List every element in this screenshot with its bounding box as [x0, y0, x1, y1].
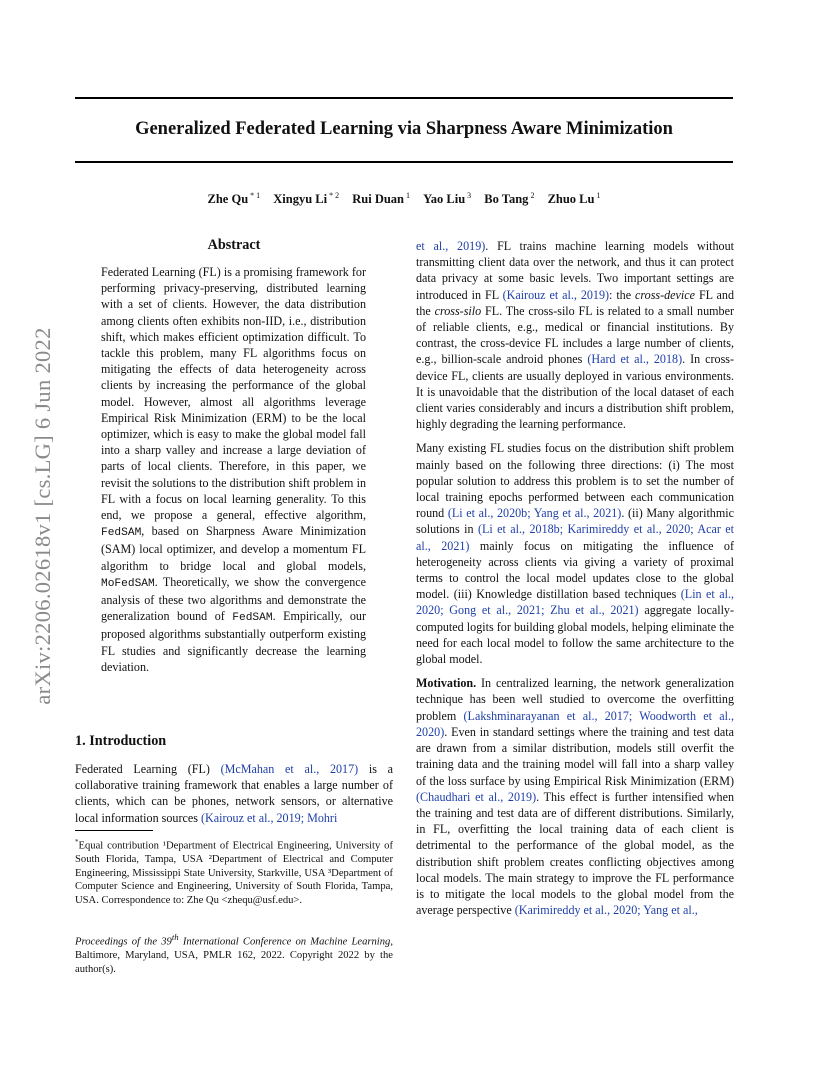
author: Xingyu Li $^{* 2}$: [273, 191, 340, 206]
arxiv-identifier: arXiv:2206.02618v1 [cs.LG] 6 Jun 2022: [30, 327, 55, 705]
author: Bo Tang $^2$: [484, 191, 535, 206]
intro-paragraph-left: Federated Learning (FL) (McMahan et al., 2017) is a collaborative training framework that enables a large number of clients, which can be phones, network sensors, or alternative local information sources (Kairouz et al., 2019; Mohri: [75, 762, 393, 825]
intro-paragraph-directions: Many existing FL studies focus on the distribution shift problem mainly based on the following three directions: (i) The most popular solution to address this problem is to set the number of local training epochs performed between each communication round (Li et al., 2020b; Yang et al., 2021). (ii) Many algorithmic solutions in (Li et al., 2018b; Karimireddy et al., 2020; Acar et al., 2021) mainly focus on mitigating the influence of heterogeneity across clients via giving a variety of proximal terms to control the local model updates close to the global model. (iii) Knowledge distillation based techniques (Lin et al., 2020; Gong et al., 2021; Zhu et al., 2021) aggregate locally-computed logits for building global models, helping eliminate the need for each local model to follow the same architecture to the global model.: [416, 441, 735, 667]
paper-title: Generalized Federated Learning via Sharpness Aware Minimization: [135, 119, 673, 139]
intro-paragraph-motivation: Motivation. In centralized learning, the network generalization technique has been well studied to overcome the overfitting problem (Lakshminarayanan et al., 2017; Woodworth et al., 2020). Even in standard settings where the training and test data are drawn from a similar distribution, models still overfit the training data and the training model will fall into a sharp valley of the loss surface by using Empirical Risk Minimization (ERM) (Chaudhari et al., 2019). This effect is further intensified when the training and test data are of different distributions. Similarly, in FL, overfitting the local training data of each client is detrimental to the performance of the global model, as the distribution shift problem creates conflicting objectives among local models. The main strategy to improve the FL performance is to mitigate the local models to the global model from the average perspective (Karimireddy et al., 2020; Yang et al.,: [416, 676, 735, 918]
author: Zhe Qu $^{* 1}$: [207, 191, 261, 206]
citation-link[interactable]: (Lin et al., 2020; Gong et al., 2021; Zhu et al., 2021): [416, 587, 734, 618]
intro-paragraph-continued: et al., 2019). FL trains machine learning models without transmitting client data over the network, and thus it can protect data privacy at some basic levels. Two important settings are introduced in FL (Kairouz et al., 2019): the cross-device FL and the cross-silo FL. The cross-silo FL is related to a small number of reliable clients, e.g., medical or financial institutions. By contrast, the cross-device FL includes a large number of clients, e.g., billion-scale android phones (Hard et al., 2018). In cross-device FL, clients are usually deployed in various environments. It is unavoidable that the distribution of the local dataset of each client varies considerably and incurs a distribution shift problem, highly degrading the learning performance.: [416, 239, 735, 432]
citation-link[interactable]: (Li et al., 2018b; Karimireddy et al., 2020; Acar et al., 2021): [416, 522, 734, 553]
citation-link[interactable]: (Chaudhari et al., 2019): [416, 789, 537, 804]
fedsam-code: FedSAM: [101, 527, 142, 540]
citation-link[interactable]: (Kairouz et al., 2019; Mohri: [200, 810, 338, 825]
author-list: [75, 191, 733, 207]
footnote-rule: [75, 830, 153, 831]
citation-link[interactable]: (Li et al., 2020b; Yang et al., 2021): [447, 506, 622, 521]
abstract-body: Federated Learning (FL) is a promising framework for performing privacy-preserving, distributed learning with a set of clients. However, the data distribution among clients often exhibits non-IID, i.e., distribution shift, which makes efficient optimization difficult. To tackle this problem, many FL algorithms focus on mitigating the effects of data heterogeneity across clients by increasing the performance of the global model. However, almost all algorithms leverage Empirical Risk Minimization (ERM) to be the local optimizer, which is easy to make the global model fall into a sharp valley and increase a large deviation of parts of local clients. Therefore, in this paper, we revisit the solutions to the distribution shift problem in FL with a focus on local learning generality. To this end, we propose a general, effective algorithm, FedSAM, based on Sharpness Aware Minimization (SAM) local optimizer, and develop a momentum FL algorithm to bridge local and global models, MoFedSAM. Theoretically, we show the convergence analysis of these two algorithms and demonstrate the generalization bound of FedSAM. Empirically, our proposed algorithms substantially outperform existing FL studies and significantly decrease the learning deviation.: [101, 265, 367, 674]
citation-link[interactable]: et al., 2019): [416, 239, 486, 253]
proceedings-note: Proceedings of the 39th International Conference on Machine Learning, Baltimore, Maryland, USA, PMLR 162, 2022. Copyright 2022 by the author(s).: [75, 932, 393, 975]
title-top-rule: [75, 97, 733, 99]
author: Rui Duan $^1$: [352, 191, 411, 206]
citation-link[interactable]: (Hard et al., 2018): [587, 352, 683, 367]
fedsam-code: FedSAM: [232, 612, 273, 625]
citation-link[interactable]: (McMahan et al., 2017): [220, 762, 359, 776]
author: Zhuo Lu $^1$: [547, 191, 601, 206]
title-bottom-rule: [75, 161, 733, 163]
right-column: [416, 238, 734, 918]
author: Yao Liu $^3$: [423, 191, 472, 206]
mofedsam-code: MoFedSAM: [101, 577, 155, 590]
section-heading-introduction: 1. Introduction: [75, 733, 167, 749]
abstract-heading: Abstract: [207, 237, 261, 253]
affiliation-footnote: *Equal contribution ¹Department of Electrical Engineering, University of South Florida, Tampa, USA ²Department of Electrical and Computer Engineering, Mississippi State University, Starkville, USA ³Department of Computer Science and Engineering, University of South Florida, Tampa, USA. Correspondence to: Zhe Qu <zhequ@usf.edu>.: [75, 838, 393, 906]
citation-link[interactable]: (Kairouz et al., 2019): [502, 287, 610, 302]
citation-link[interactable]: (Lakshminarayanan et al., 2017; Woodworth et al., 2020): [416, 708, 735, 739]
citation-link[interactable]: (Karimireddy et al., 2020; Yang et al.,: [514, 903, 698, 918]
